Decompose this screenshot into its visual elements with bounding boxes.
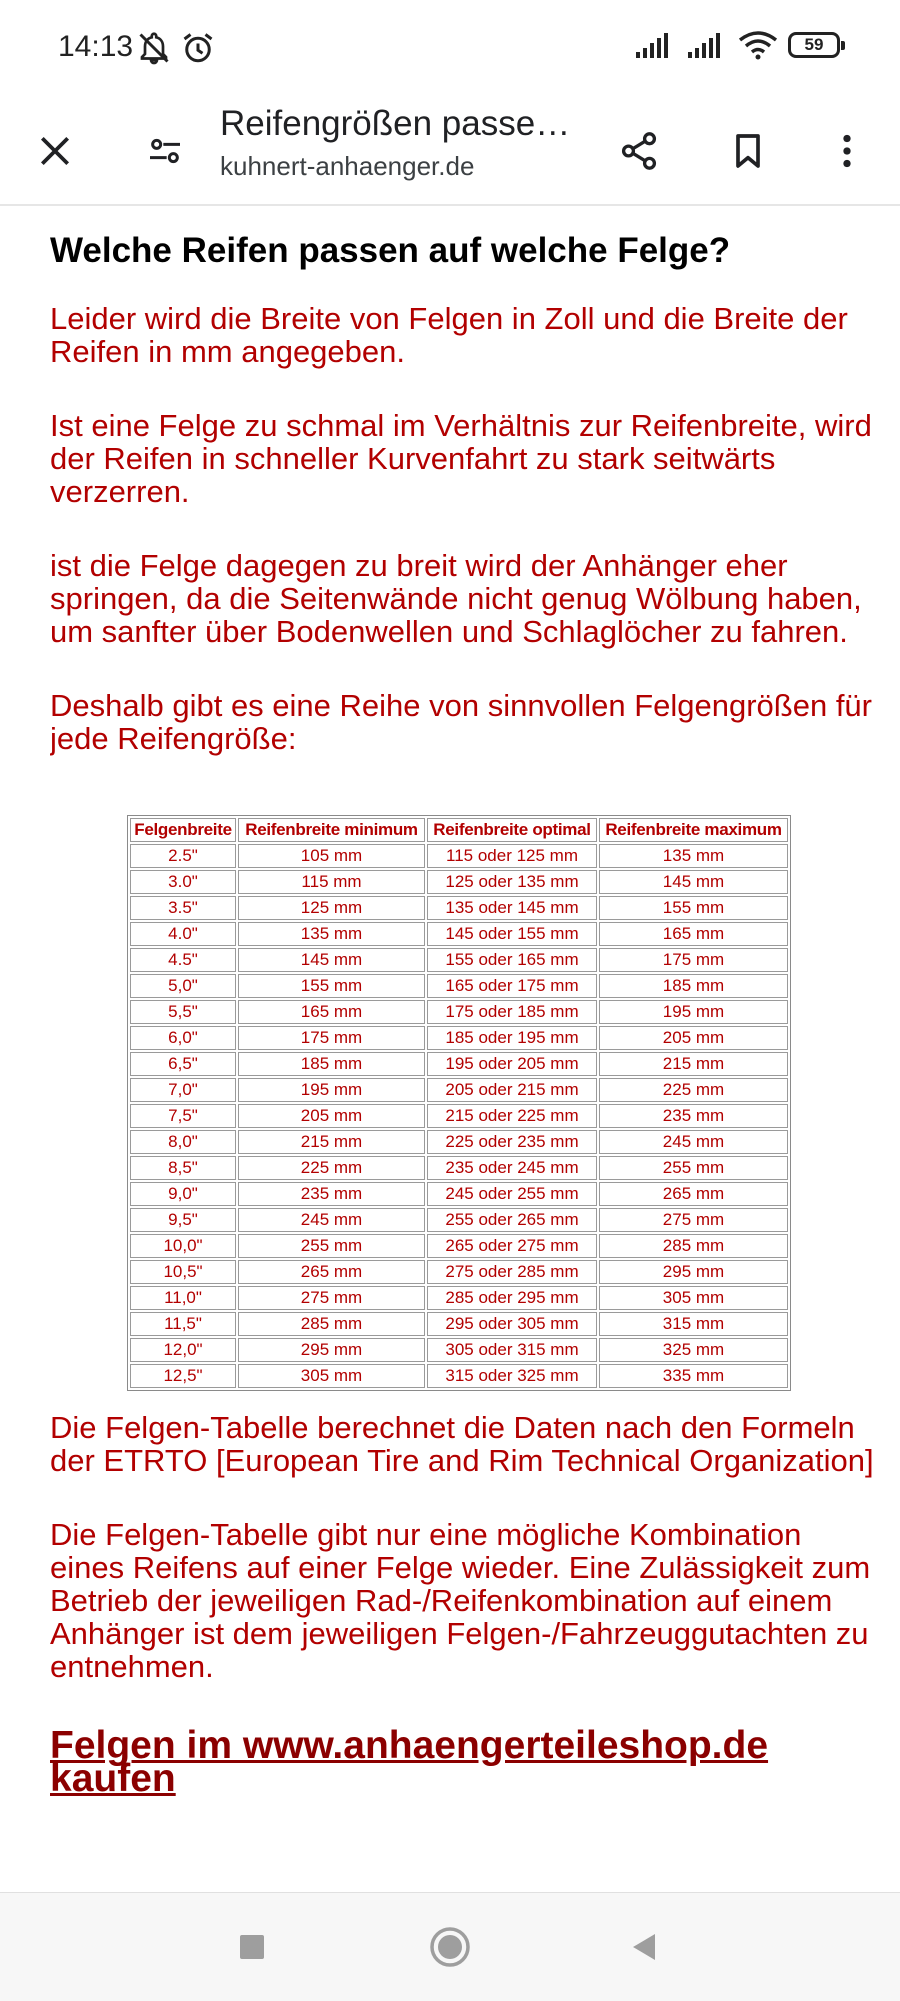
- cell-reifenbreite-minimum: 275 mm: [238, 1286, 425, 1310]
- cell-felgenbreite: 4.5": [130, 948, 236, 972]
- cell-reifenbreite-minimum: 215 mm: [238, 1130, 425, 1154]
- cell-reifenbreite-maximum: 255 mm: [599, 1156, 788, 1180]
- cell-felgenbreite: 6,0": [130, 1026, 236, 1050]
- cell-reifenbreite-maximum: 215 mm: [599, 1052, 788, 1076]
- cell-reifenbreite-minimum: 185 mm: [238, 1052, 425, 1076]
- header-reifenbreite-maximum: Reifenbreite maximum: [599, 818, 788, 842]
- table-row: [130, 1052, 788, 1076]
- cell-reifenbreite-optimal: 225 oder 235 mm: [427, 1130, 597, 1154]
- cell-reifenbreite-optimal: 175 oder 185 mm: [427, 1000, 597, 1024]
- cell-reifenbreite-optimal: 245 oder 255 mm: [427, 1182, 597, 1206]
- page-title: Reifengrößen passe…: [220, 104, 571, 143]
- cell-reifenbreite-optimal: 185 oder 195 mm: [427, 1026, 597, 1050]
- table-row: [130, 844, 788, 868]
- cell-reifenbreite-maximum: 315 mm: [599, 1312, 788, 1336]
- cell-reifenbreite-minimum: 155 mm: [238, 974, 425, 998]
- home-button[interactable]: [422, 1919, 478, 1975]
- home-icon: [428, 1925, 472, 1969]
- table-row: [130, 1182, 788, 1206]
- cell-reifenbreite-optimal: 315 oder 325 mm: [427, 1364, 597, 1388]
- page-content: [50, 204, 880, 1894]
- table-body: [130, 844, 788, 1388]
- table-row: [130, 1130, 788, 1154]
- table-row: [130, 1234, 788, 1258]
- cell-reifenbreite-maximum: 305 mm: [599, 1286, 788, 1310]
- recent-apps-button[interactable]: [224, 1919, 280, 1975]
- paragraph: Ist eine Felge zu schmal im Verhältnis zur Reifenbreite, wird der Reifen in schneller Kurvenfahrt zu stark seitwärts verzerren.: [50, 408, 872, 509]
- cell-reifenbreite-optimal: 285 oder 295 mm: [427, 1286, 597, 1310]
- cell-felgenbreite: 5,0": [130, 974, 236, 998]
- cell-reifenbreite-optimal: 205 oder 215 mm: [427, 1078, 597, 1102]
- cell-felgenbreite: 12,5": [130, 1364, 236, 1388]
- cell-reifenbreite-minimum: 245 mm: [238, 1208, 425, 1232]
- cell-felgenbreite: 12,0": [130, 1338, 236, 1362]
- table-row: [130, 1312, 788, 1336]
- cell-reifenbreite-minimum: 105 mm: [238, 844, 425, 868]
- cell-reifenbreite-optimal: 295 oder 305 mm: [427, 1312, 597, 1336]
- table-row: [130, 1026, 788, 1050]
- cell-felgenbreite: 7,0": [130, 1078, 236, 1102]
- recent-apps-icon: [237, 1932, 267, 1962]
- cell-reifenbreite-minimum: 225 mm: [238, 1156, 425, 1180]
- signal-icon: [686, 30, 728, 60]
- table-row: [130, 1364, 788, 1388]
- cell-reifenbreite-maximum: 335 mm: [599, 1364, 788, 1388]
- cell-reifenbreite-maximum: 265 mm: [599, 1182, 788, 1206]
- cell-reifenbreite-maximum: 165 mm: [599, 922, 788, 946]
- cell-reifenbreite-maximum: 135 mm: [599, 844, 788, 868]
- status-time: 14:13: [58, 30, 134, 63]
- page-info-button[interactable]: [130, 116, 200, 186]
- paragraph: Die Felgen-Tabelle gibt nur eine mögliche Kombination eines Reifens auf einer Felge wieder. Eine Zulässigkeit zum Betrieb der jeweiligen Rad-/Reifenkombination auf einem Anhänger ist dem jeweiligen Felgen-/Fahrzeuggutachten zu entnehmen.: [50, 1517, 871, 1684]
- cell-reifenbreite-maximum: 275 mm: [599, 1208, 788, 1232]
- back-icon: [629, 1931, 661, 1963]
- bell-off-icon: [136, 30, 172, 66]
- cell-reifenbreite-minimum: 295 mm: [238, 1338, 425, 1362]
- cell-reifenbreite-optimal: 235 oder 245 mm: [427, 1156, 597, 1180]
- cell-reifenbreite-optimal: 135 oder 145 mm: [427, 896, 597, 920]
- cell-reifenbreite-optimal: 165 oder 175 mm: [427, 974, 597, 998]
- table-row: [130, 1208, 788, 1232]
- table-row: [130, 1156, 788, 1180]
- cell-felgenbreite: 3.5": [130, 896, 236, 920]
- header-felgenbreite: Felgenbreite: [130, 818, 236, 842]
- status-icons-right: [634, 30, 840, 60]
- cell-reifenbreite-maximum: 245 mm: [599, 1130, 788, 1154]
- table-row: [130, 948, 788, 972]
- signal-icon: [634, 30, 676, 60]
- cell-reifenbreite-maximum: 325 mm: [599, 1338, 788, 1362]
- cell-reifenbreite-maximum: 295 mm: [599, 1260, 788, 1284]
- battery-icon: 59: [788, 32, 840, 58]
- cell-felgenbreite: 3.0": [130, 870, 236, 894]
- cell-reifenbreite-maximum: 155 mm: [599, 896, 788, 920]
- cell-felgenbreite: 4.0": [130, 922, 236, 946]
- cell-felgenbreite: 11,0": [130, 1286, 236, 1310]
- table-row: [130, 922, 788, 946]
- cell-reifenbreite-minimum: 165 mm: [238, 1000, 425, 1024]
- status-icons-left: [136, 30, 216, 66]
- rim-size-table-wrapper: [127, 815, 791, 1391]
- alarm-icon: [180, 30, 216, 66]
- cell-felgenbreite: 9,0": [130, 1182, 236, 1206]
- cell-felgenbreite: 2.5": [130, 844, 236, 868]
- cell-felgenbreite: 6,5": [130, 1052, 236, 1076]
- cell-reifenbreite-minimum: 175 mm: [238, 1026, 425, 1050]
- cell-felgenbreite: 7,5": [130, 1104, 236, 1128]
- cell-reifenbreite-minimum: 125 mm: [238, 896, 425, 920]
- cell-reifenbreite-maximum: 185 mm: [599, 974, 788, 998]
- cell-reifenbreite-optimal: 215 oder 225 mm: [427, 1104, 597, 1128]
- cell-reifenbreite-minimum: 305 mm: [238, 1364, 425, 1388]
- cell-reifenbreite-optimal: 125 oder 135 mm: [427, 870, 597, 894]
- bookmark-icon: [728, 131, 768, 171]
- cell-reifenbreite-minimum: 285 mm: [238, 1312, 425, 1336]
- cell-reifenbreite-minimum: 205 mm: [238, 1104, 425, 1128]
- cell-reifenbreite-maximum: 225 mm: [599, 1078, 788, 1102]
- close-icon: [36, 132, 74, 170]
- cell-reifenbreite-optimal: 305 oder 315 mm: [427, 1338, 597, 1362]
- cell-reifenbreite-maximum: 175 mm: [599, 948, 788, 972]
- cell-reifenbreite-minimum: 255 mm: [238, 1234, 425, 1258]
- more-options-button[interactable]: [812, 116, 882, 186]
- cell-reifenbreite-minimum: 195 mm: [238, 1078, 425, 1102]
- table-row: [130, 974, 788, 998]
- cell-reifenbreite-maximum: 205 mm: [599, 1026, 788, 1050]
- share-button[interactable]: [604, 116, 674, 186]
- paragraph: Die Felgen-Tabelle berechnet die Daten nach den Formeln der ETRTO [European Tire and Rim Technical Organization]: [50, 1410, 874, 1478]
- article-heading: Welche Reifen passen auf welche Felge?: [50, 231, 731, 270]
- table-row: [130, 1000, 788, 1024]
- cell-felgenbreite: 10,0": [130, 1234, 236, 1258]
- table-header-row: [130, 818, 788, 842]
- back-button[interactable]: [617, 1919, 673, 1975]
- cell-reifenbreite-optimal: 255 oder 265 mm: [427, 1208, 597, 1232]
- cell-reifenbreite-optimal: 155 oder 165 mm: [427, 948, 597, 972]
- cell-reifenbreite-optimal: 265 oder 275 mm: [427, 1234, 597, 1258]
- share-icon: [618, 130, 660, 172]
- cell-reifenbreite-minimum: 145 mm: [238, 948, 425, 972]
- table-row: [130, 1078, 788, 1102]
- cell-reifenbreite-optimal: 115 oder 125 mm: [427, 844, 597, 868]
- header-reifenbreite-minimum: Reifenbreite minimum: [238, 818, 425, 842]
- paragraph: Leider wird die Breite von Felgen in Zoll und die Breite der Reifen in mm angegeben.: [50, 301, 848, 369]
- table-row: [130, 1104, 788, 1128]
- table-row: [130, 896, 788, 920]
- cell-reifenbreite-optimal: 195 oder 205 mm: [427, 1052, 597, 1076]
- rim-size-table: [127, 815, 791, 1391]
- header-reifenbreite-optimal: Reifenbreite optimal: [427, 818, 597, 842]
- cell-reifenbreite-optimal: 275 oder 285 mm: [427, 1260, 597, 1284]
- cell-felgenbreite: 10,5": [130, 1260, 236, 1284]
- page-url[interactable]: kuhnert-anhaenger.de: [220, 151, 475, 181]
- cell-reifenbreite-maximum: 195 mm: [599, 1000, 788, 1024]
- system-nav-bar: [0, 1892, 900, 2001]
- table-row: [130, 1260, 788, 1284]
- table-row: [130, 870, 788, 894]
- cell-reifenbreite-maximum: 235 mm: [599, 1104, 788, 1128]
- cell-reifenbreite-optimal: 145 oder 155 mm: [427, 922, 597, 946]
- close-button[interactable]: [20, 116, 90, 186]
- table-row: [130, 1338, 788, 1362]
- paragraph: ist die Felge dagegen zu breit wird der Anhänger eher springen, da die Seitenwände nicht genug Wölbung haben, um sanfter über Bodenwellen und Schlaglöcher zu fahren.: [50, 548, 862, 649]
- cell-reifenbreite-minimum: 235 mm: [238, 1182, 425, 1206]
- cell-reifenbreite-minimum: 115 mm: [238, 870, 425, 894]
- cell-reifenbreite-maximum: 145 mm: [599, 870, 788, 894]
- bookmark-button[interactable]: [713, 116, 783, 186]
- cell-reifenbreite-minimum: 265 mm: [238, 1260, 425, 1284]
- cell-felgenbreite: 11,5": [130, 1312, 236, 1336]
- wifi-icon: [738, 30, 778, 60]
- cell-felgenbreite: 8,0": [130, 1130, 236, 1154]
- cell-reifenbreite-maximum: 285 mm: [599, 1234, 788, 1258]
- paragraph: Deshalb gibt es eine Reihe von sinnvollen Felgengrößen für jede Reifengröße:: [50, 688, 872, 756]
- shop-link[interactable]: Felgen im www.anhaengerteileshop.de kaufen: [50, 1724, 769, 1800]
- cell-reifenbreite-minimum: 135 mm: [238, 922, 425, 946]
- cell-felgenbreite: 5,5": [130, 1000, 236, 1024]
- table-row: [130, 1286, 788, 1310]
- cell-felgenbreite: 8,5": [130, 1156, 236, 1180]
- cell-felgenbreite: 9,5": [130, 1208, 236, 1232]
- status-bar: [0, 0, 900, 98]
- more-vert-icon: [827, 131, 867, 171]
- page-info-icon: [145, 131, 185, 171]
